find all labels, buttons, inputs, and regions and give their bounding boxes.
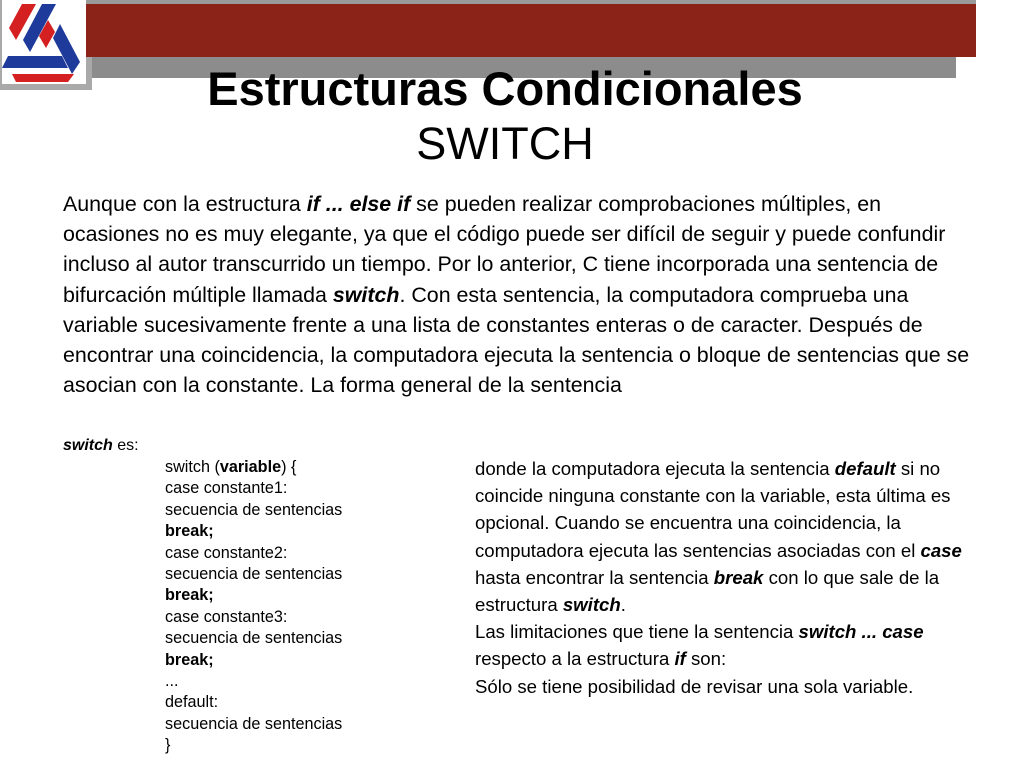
code-line: secuencia de sentencias [165,565,343,584]
code-line: case constante2: [165,543,288,562]
intro-text-4: es: [112,437,139,454]
code-line: } [165,736,171,755]
code-line: break; [165,650,214,669]
explanation-column [475,455,1000,700]
code-line: switch (variable) { [165,458,297,476]
header-band [86,0,976,57]
intro-text-1: Aunque con la estructura [63,192,307,216]
code-line: secuencia de sentencias [165,629,343,648]
intro-paragraph [63,189,978,400]
limitation-item: Sólo se tiene posibilidad de revisar una sola variable. [475,675,914,697]
code-line: case constante1: [165,479,288,498]
page-subtitle: SWITCH [416,118,594,169]
keyword-if-else-if: if ... else if [306,192,411,216]
keyword-switch-2: switch [63,437,113,454]
code-line: ... [165,672,179,691]
intro-tail [63,435,139,457]
code-line: break; [165,522,214,541]
page-title: Estructuras Condicionales [207,62,803,115]
code-keyword-variable: variable [219,458,282,476]
code-line: case constante3: [165,607,288,626]
header-band-top-edge [86,0,976,4]
code-line: default: [165,693,219,712]
limitations-paragraph: Las limitaciones que tiene la sentencia switch ... case respecto a la estructura if son: [475,621,924,670]
code-line: secuencia de sentencias [165,714,343,733]
intro-text-2: se pueden realizar comprobaciones múltiples, en ocasiones no es muy elegante, ya que el código puede ser difícil de seguir y puede confundir incluso al autor transcurrido un tiempo. Por lo anterior, C tiene incorporada una sentencia de bifurcación múltiple llamada [63,192,946,307]
code-block [165,457,445,757]
code-line: secuencia de sentencias [165,500,343,519]
keyword-switch-3: switch [562,594,621,616]
explanation-paragraph: donde la computadora ejecuta la sentencia default si no coincide ninguna constante con la variable, esta última es opcional. Cuando se encuentra una coincidencia, la computadora ejecuta las sentencias asociadas con el case hasta encontrar la sentencia break con lo que sale de la estructura switch. [475,458,962,616]
keyword-switch: switch [332,282,400,307]
keyword-if: if [674,648,686,670]
code-line: break; [165,586,214,605]
keyword-break: break [713,566,764,588]
intro-text-3: . Con esta sentencia, la computadora comprueba una variable sucesivamente frente a una lista de constantes enteras o de caracter. Después de encontrar una coincidencia, la computadora ejecuta la sentencia o bloque de sentencias que se asocian con la constante. La forma general de la sentencia [63,282,970,398]
keyword-case: case [920,539,962,561]
keyword-default: default [834,458,896,479]
keyword-switch-case: switch ... case [798,621,924,643]
